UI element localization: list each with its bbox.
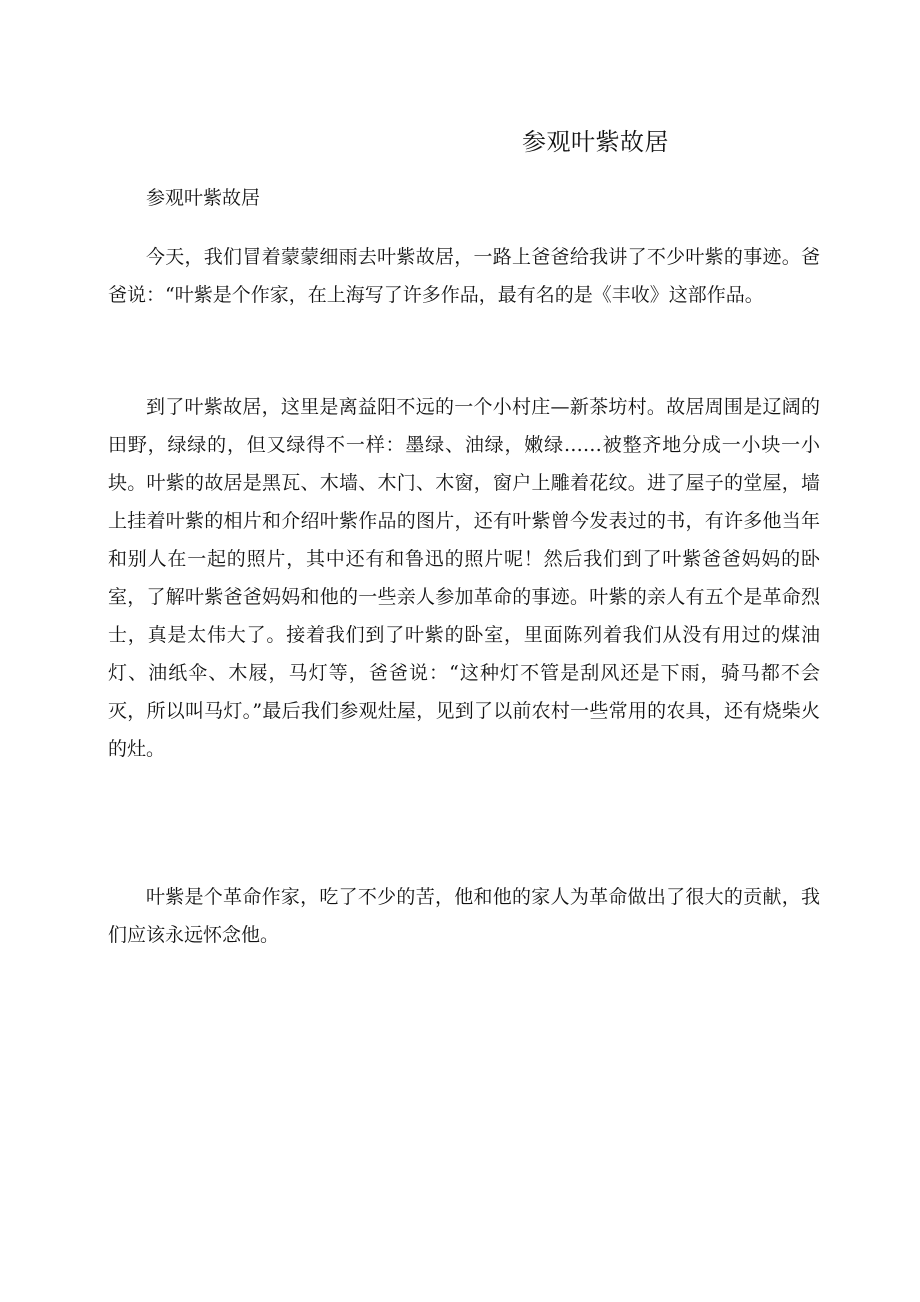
page-title: 参观叶紫故居 — [522, 128, 669, 156]
paragraph-1: 今天，我们冒着蒙蒙细雨去叶紫故居，一路上爸爸给我讲了不少叶紫的事迹。爸爸说：“叶紫是个作家，在上海写了许多作品，最有名的是《丰收》这部作品。 — [108, 246, 820, 306]
paragraph-3: 叶紫是个革命作家，吃了不少的苦，他和他的家人为革命做出了很大的贡献，我们应该永远怀念他。 — [108, 886, 820, 946]
paragraph-2: 到了叶紫故居，这里是离益阳不远的一个小村庄—新茶坊村。故居周围是辽阔的田野，绿绿的，但又绿得不一样：墨绿、油绿，嫩绿……被整齐地分成一小块一小块。叶紫的故居是黑瓦、木墙、木门、木窗，窗户上雕着花纹。进了屋子的堂屋，墙上挂着叶紫的相片和介绍叶紫作品的图片，还有叶紫曾今发表过的书，有许多他当年和别人在一起的照片，其中还有和鲁迅的照片呢！然后我们到了叶紫爸爸妈妈的卧室，了解叶紫爸爸妈妈和他的一些亲人参加革命的事迹。叶紫的亲人有五个是革命烈士，真是太伟大了。接着我们到了叶紫的卧室，里面陈列着我们从没有用过的煤油灯、油纸伞、木屐，马灯等，爸爸说：“这种灯不管是刮风还是下雨，骑马都不会灭，所以叫马灯。”最后我们参观灶屋，见到了以前农村一些常用的农具，还有烧柴火的灶。 — [108, 396, 820, 760]
page-subtitle: 参观叶紫故居 — [146, 187, 261, 209]
